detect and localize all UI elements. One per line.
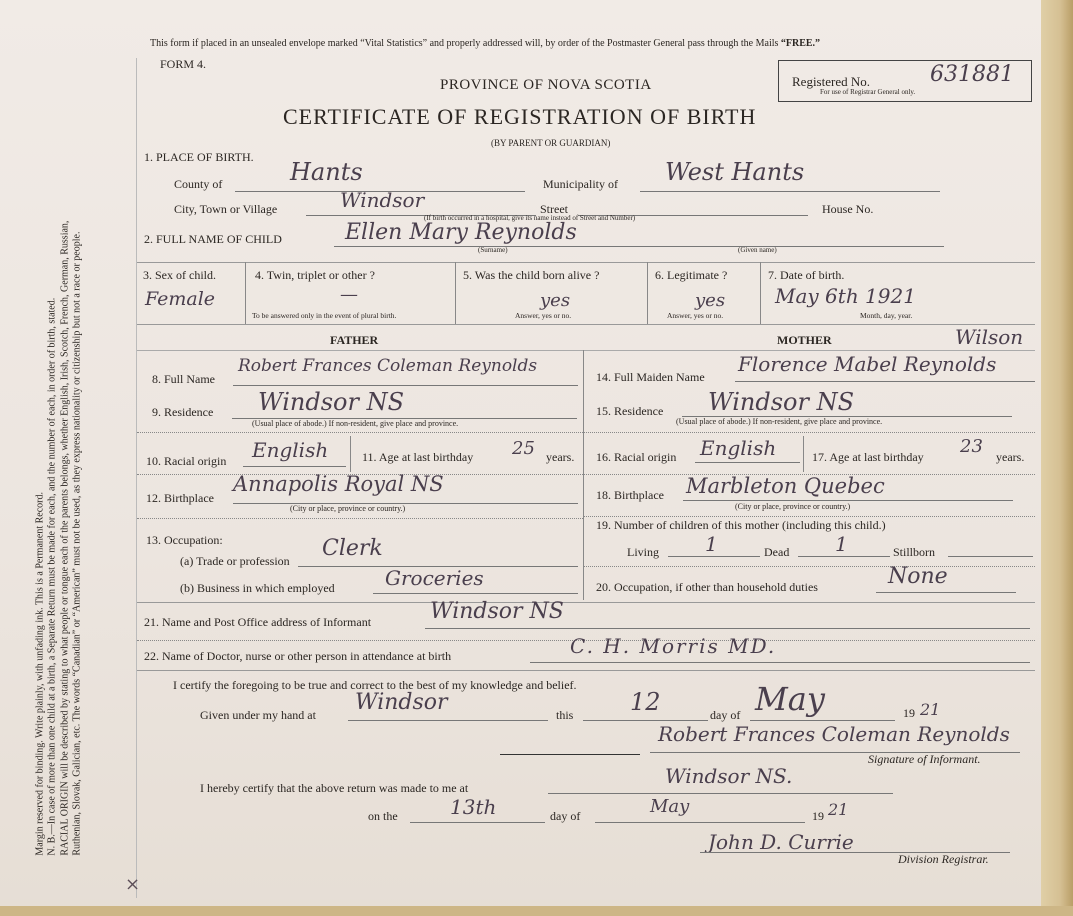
mother-name-value: Florence Mabel Reynolds <box>738 352 997 376</box>
certify-divider <box>137 670 1035 671</box>
child-name-value: Ellen Mary Reynolds <box>345 220 577 245</box>
mother-residence-label: 15. Residence <box>596 404 664 418</box>
father-heading: FATHER <box>330 333 379 347</box>
page-edge <box>1041 0 1073 916</box>
dead-value: 1 <box>835 532 848 556</box>
dob-label: 7. Date of birth. <box>768 268 845 282</box>
living-line <box>668 556 760 557</box>
given-place-line <box>348 720 548 721</box>
mother-occupation-line <box>876 592 1016 593</box>
hospital-note: (If birth occurred in a hospital, give its name instead of Street and Number) <box>424 214 636 222</box>
dob-value: May 6th 1921 <box>775 284 916 308</box>
doctor-label: 22. Name of Doctor, nurse or other person in attendance at birth <box>144 649 452 663</box>
dead-line <box>798 556 890 557</box>
living-value: 1 <box>705 532 718 556</box>
certificate-title: CERTIFICATE OF REGISTRATION OF BIRTH <box>283 104 757 129</box>
this-label: this <box>556 708 574 722</box>
mother-occupation-label: 20. Occupation, if other than household duties <box>596 580 818 594</box>
stillborn-label: Stillborn <box>893 545 936 559</box>
parents-divider <box>583 350 584 600</box>
father-residence-note: (Usual place of abode.) If non-resident, give place and province. <box>252 419 459 428</box>
mother-residence-value: Windsor NS <box>708 388 855 416</box>
form-number: FORM 4. <box>160 57 207 71</box>
father-birthplace-line <box>233 503 578 504</box>
certify-statement: I certify the foregoing to be true and correct to the best of my knowledge and belief. <box>173 678 577 692</box>
twin-label: 4. Twin, triplet or other ? <box>255 268 375 282</box>
dob-note: Month, day, year. <box>860 311 913 320</box>
trade-value: Clerk <box>322 536 383 561</box>
dead-label: Dead <box>764 545 790 559</box>
free-label: “FREE.” <box>780 38 821 49</box>
margin-line-2: N. B.—In case of more than one child at a birth, a Separate Return must be made for each, and the number of each, in order of birth, stated. <box>46 298 58 856</box>
informant-label: 21. Name and Post Office address of Informant <box>144 615 372 629</box>
father-name-label: 8. Full Name <box>152 372 215 386</box>
col-divider-4 <box>760 262 761 324</box>
father-residence-value: Windsor NS <box>258 388 405 416</box>
living-label: Living <box>627 545 659 559</box>
mail-notice <box>150 38 820 49</box>
on-the-label: on the <box>368 809 398 823</box>
margin-border <box>136 58 137 898</box>
mother-racial-label: 16. Racial origin <box>596 450 677 464</box>
mother-divider-3 <box>583 516 1035 517</box>
legitimate-note: Answer, yes or no. <box>667 311 724 320</box>
father-divider-3 <box>137 518 583 519</box>
parents-header-line <box>137 350 1035 351</box>
page-bottom-edge <box>0 906 1073 916</box>
municipality-line <box>640 191 940 192</box>
informant-line <box>425 628 1030 629</box>
surname-note: (Surname) <box>478 246 508 254</box>
margin-line-1: Margin reserved for binding. Write plainly, with unfading ink. This is a Permanent Record. <box>34 492 46 856</box>
registrar-month-line <box>595 822 805 823</box>
father-birthplace-value: Annapolis Royal NS <box>233 472 444 496</box>
father-age-label: 11. Age at last birthday <box>362 450 474 464</box>
father-divider-1 <box>137 432 583 433</box>
doctor-line <box>530 662 1030 663</box>
trade-label: (a) Trade or profession <box>180 554 290 568</box>
mother-divider-1 <box>583 432 1035 433</box>
mother-racial-sep <box>803 436 804 472</box>
house-no-label: House No. <box>822 202 874 216</box>
legitimate-label: 6. Legitimate ? <box>655 268 728 282</box>
alive-value: yes <box>540 290 571 311</box>
stillborn-line <box>948 556 1033 557</box>
city-value: Windsor <box>340 188 425 212</box>
twin-note: To be answered only in the event of plural birth. <box>252 311 397 320</box>
sex-label: 3. Sex of child. <box>143 268 216 282</box>
mother-age-value: 23 <box>960 436 983 457</box>
father-years-label: years. <box>546 450 575 464</box>
margin-instructions <box>34 221 84 856</box>
certify-month-line <box>750 720 895 721</box>
child-name-label: 2. FULL NAME OF CHILD <box>144 232 282 246</box>
mother-birthplace-note: (City or place, province or country.) <box>735 502 851 511</box>
registered-number: 631881 <box>930 62 1014 87</box>
father-racial-value: English <box>252 438 329 462</box>
registrar-statement: I hereby certify that the above return was made to me at <box>200 781 469 795</box>
col-divider-3 <box>647 262 648 324</box>
mother-birthplace-value: Marbleton Quebec <box>686 474 885 498</box>
registered-note: For use of Registrar General only. <box>820 88 916 96</box>
mother-birthplace-label: 18. Birthplace <box>596 488 664 502</box>
informant-signature: Robert Frances Coleman Reynolds <box>658 722 1010 746</box>
col-divider-2 <box>455 262 456 324</box>
province-heading: PROVINCE OF NOVA SCOTIA <box>440 77 652 93</box>
certify-month-value: May <box>755 680 825 718</box>
children-count-label: 19. Number of children of this mother (including this child.) <box>596 518 886 532</box>
division-registrar-label: Division Registrar. <box>898 852 989 866</box>
father-racial-line <box>243 466 346 467</box>
registrar-day-line <box>410 822 545 823</box>
maiden-name-correction: Wilson <box>955 325 1024 349</box>
twin-value: — <box>340 284 358 305</box>
mother-racial-value: English <box>700 436 777 460</box>
certify-year-prefix: 19 <box>903 706 915 720</box>
given-place-value: Windsor <box>355 690 448 715</box>
mother-age-label: 17. Age at last birthday <box>812 450 924 464</box>
col-divider-1 <box>245 262 246 324</box>
mail-notice-text: This form if placed in an unsealed envelope marked “Vital Statistics” and properly addressed will, by order of the Postmaster General pass through the Mails <box>150 38 779 49</box>
father-residence-label: 9. Residence <box>152 405 214 419</box>
father-age-value: 25 <box>512 438 535 459</box>
signature-informant-label: Signature of Informant. <box>868 752 981 766</box>
business-label: (b) Business in which employed <box>180 581 335 595</box>
sex-value: Female <box>145 288 216 310</box>
street-label: Street <box>540 202 568 216</box>
registrar-month-value: May <box>650 796 690 817</box>
margin-line-3: RACIAL ORIGIN will be described by stating to what people or tongue each of the parents belongs, whether English, Irish, Scotch, French, German, Russian, <box>59 220 71 856</box>
mother-racial-line <box>695 462 800 463</box>
registrar-day-of-label: day of <box>550 809 581 823</box>
mother-years-label: years. <box>996 450 1025 464</box>
certify-day-value: 12 <box>630 688 661 716</box>
mother-name-line <box>735 381 1035 382</box>
place-of-birth-heading: 1. PLACE OF BIRTH. <box>144 150 254 164</box>
row-divider-top <box>137 262 1035 263</box>
mother-heading: MOTHER <box>777 333 832 347</box>
registrar-place-value: Windsor NS. <box>665 764 793 788</box>
certify-day-of-label: day of <box>710 708 741 722</box>
legitimate-value: yes <box>695 290 726 311</box>
margin-line-4: Ruthenian, Slovak, Galician, etc. The words “Canadian” or “American” must not be used, as they express nationality or citizenship but not a race or people. <box>71 231 83 856</box>
municipality-value: West Hants <box>665 158 805 186</box>
mother-birthplace-line <box>683 500 1013 501</box>
informant-divider <box>137 602 1035 603</box>
doctor-value: C. H. Morris MD. <box>570 634 777 658</box>
father-birthplace-label: 12. Birthplace <box>146 491 214 505</box>
registrar-day-value: 13th <box>450 795 497 819</box>
registered-label: Registered No. <box>792 74 870 89</box>
alive-note: Answer, yes or no. <box>515 311 572 320</box>
business-value: Groceries <box>385 566 484 590</box>
registrar-year-prefix: 19 <box>812 809 824 823</box>
county-value: Hants <box>290 158 363 186</box>
margin-mark: × <box>125 874 141 895</box>
informant-value: Windsor NS <box>430 599 564 624</box>
father-racial-label: 10. Racial origin <box>146 454 227 468</box>
alive-label: 5. Was the child born alive ? <box>463 268 600 282</box>
mother-divider-4 <box>583 566 1035 567</box>
registrar-signature: John D. Currie <box>708 830 854 854</box>
registrar-place-line <box>548 793 893 794</box>
mother-name-label: 14. Full Maiden Name <box>596 370 705 384</box>
father-birthplace-note: (City or place, province or country.) <box>290 504 406 513</box>
row-divider-mid <box>137 324 1035 325</box>
child-name-line <box>334 246 944 247</box>
father-name-line <box>233 385 578 386</box>
certify-year-value: 21 <box>920 700 941 719</box>
certificate-subtitle: (BY PARENT OR GUARDIAN) <box>491 138 611 148</box>
father-occupation-label: 13. Occupation: <box>146 533 223 547</box>
given-name-note: (Given name) <box>738 246 777 254</box>
mother-occupation-value: None <box>888 564 948 589</box>
registrar-year-value: 21 <box>828 800 849 819</box>
municipality-label: Municipality of <box>543 177 618 191</box>
father-name-value: Robert Frances Coleman Reynolds <box>238 356 538 376</box>
mother-residence-note: (Usual place of abode.) If non-resident, give place and province. <box>676 417 883 426</box>
given-under-label: Given under my hand at <box>200 708 316 722</box>
father-racial-sep <box>350 436 351 472</box>
signature-rule <box>500 754 640 755</box>
certify-day-line <box>583 720 708 721</box>
business-line <box>373 593 578 594</box>
county-label: County of <box>174 177 223 191</box>
city-label: City, Town or Village <box>174 202 278 216</box>
